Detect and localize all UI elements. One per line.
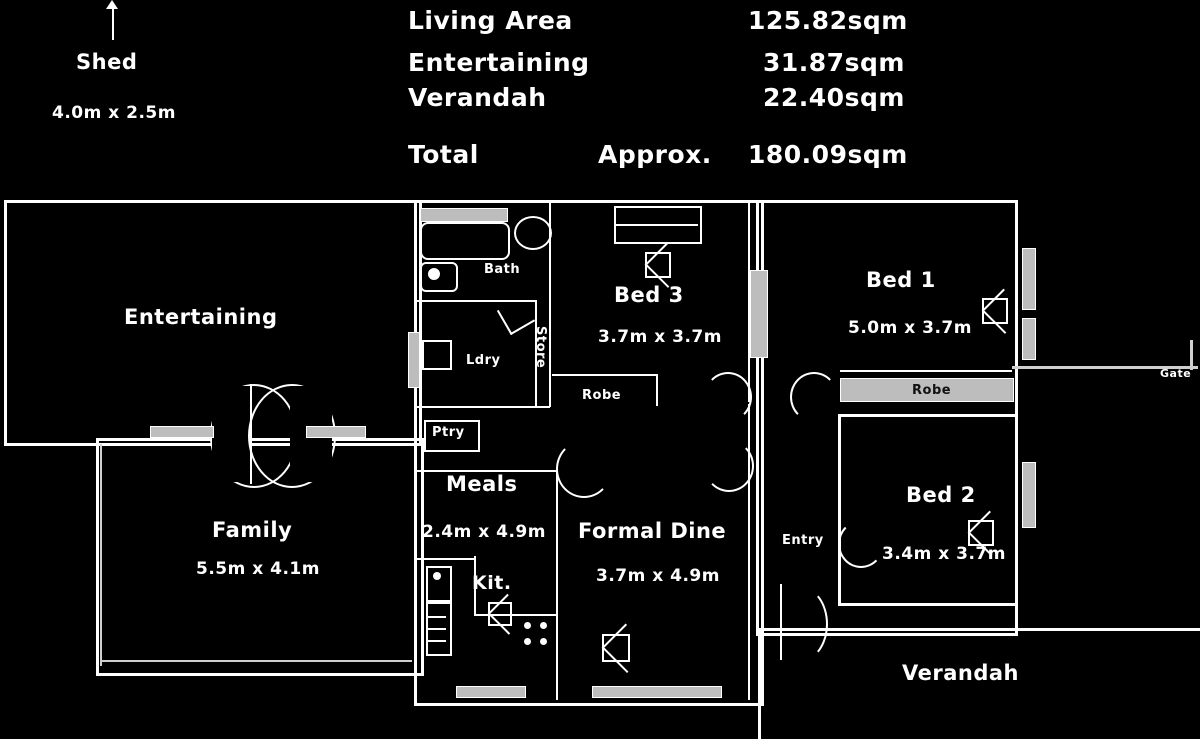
gate-post (1190, 340, 1193, 370)
cooktop-burner-2 (540, 622, 547, 629)
room-label-formal-dine: Formal Dine (578, 519, 727, 543)
room-dimension-meals: 2.4m x 4.9m (422, 522, 546, 542)
room-label-entertaining: Entertaining (124, 305, 278, 329)
bed2-light-icon (968, 520, 994, 546)
room-dimension-bed3: 3.7m x 3.7m (598, 327, 722, 347)
kitchen-sink-icon (426, 566, 452, 602)
room-label-pantry: Ptry (432, 425, 465, 440)
robe-label-bed3: Robe (582, 388, 622, 403)
wall-kitchen-top (414, 558, 476, 560)
oven-line-3 (428, 640, 446, 642)
window-bed1-lower (1022, 318, 1036, 360)
room-dimension-bed1: 5.0m x 3.7m (848, 318, 972, 338)
entry-door-leaf (780, 584, 782, 660)
door-hall-icon (704, 440, 754, 492)
window-kitchen (456, 686, 526, 698)
door-bed3-icon (704, 372, 752, 422)
summary-value-entertaining: 31.87sqm (763, 48, 905, 77)
door-bed1-icon (790, 372, 838, 422)
toilet-icon (514, 216, 552, 250)
window-entertaining-right (306, 426, 366, 438)
oven-line-2 (428, 628, 446, 630)
hall-wall-left-lower (748, 404, 750, 700)
robe-label-bed1: Robe (912, 383, 952, 398)
shed-label: Shed (76, 50, 138, 74)
basin-bowl-icon (428, 268, 440, 280)
bifold-centre-line (250, 384, 252, 484)
robe-bed3-right (656, 374, 658, 406)
wall-inner-bottom (100, 660, 412, 662)
door-meals-icon (556, 440, 612, 498)
summary-label-living-area: Living Area (408, 6, 573, 35)
hall-linen-press (750, 270, 768, 358)
sink-bowl-icon (433, 572, 441, 580)
north-arrow-head-icon (106, 0, 118, 9)
room-dimension-family: 5.5m x 4.1m (196, 559, 320, 579)
room-label-store: Store (533, 326, 548, 369)
room-label-kitchen: Kit. (472, 572, 512, 594)
room-label-bed3: Bed 3 (614, 283, 684, 307)
gate-label: Gate (1160, 367, 1192, 380)
window-bed2 (1022, 462, 1036, 528)
bed3-light-icon (645, 252, 671, 278)
window-formal-dine (592, 686, 722, 698)
room-label-meals: Meals (446, 472, 518, 496)
cooktop-burner-3 (524, 638, 531, 645)
bifold-mask-a (212, 386, 252, 482)
room-label-bed1: Bed 1 (866, 268, 936, 292)
robe-bed1-top (840, 370, 1012, 372)
oven-line-1 (428, 616, 446, 618)
robe-bed3-top (552, 374, 658, 376)
north-arrow-icon (112, 4, 114, 40)
wall-meals-right (556, 468, 558, 700)
bed2-outline (838, 414, 1018, 606)
room-label-laundry: Ldry (466, 353, 501, 368)
bath-window (420, 208, 508, 222)
summary-value-verandah: 22.40sqm (763, 83, 905, 112)
cooktop-burner-4 (540, 638, 547, 645)
summary-value-total: 180.09sqm (748, 140, 908, 169)
door-bed2-icon (838, 520, 884, 568)
laundry-trough-icon (422, 340, 452, 370)
formal-dine-light-icon (602, 634, 630, 662)
kitchen-fixture-icon (488, 602, 512, 626)
wall-kitchen-bottom (474, 614, 556, 616)
wall-ldry-bottom (416, 406, 550, 408)
bed3-window-line (614, 224, 698, 226)
bathtub-icon (420, 222, 510, 260)
laundry-window (408, 332, 420, 388)
summary-label-total: Total (408, 140, 479, 169)
room-dimension-formal-dine: 3.7m x 4.9m (596, 566, 720, 586)
room-label-family: Family (212, 518, 293, 542)
room-dimension-bed2: 3.4m x 3.7m (882, 544, 1006, 564)
summary-label-verandah: Verandah (408, 83, 547, 112)
bed1-light-icon (982, 298, 1008, 324)
summary-value-living-area: 125.82sqm (748, 6, 908, 35)
window-bed1-upper (1022, 248, 1036, 310)
shed-dimension: 4.0m x 2.5m (52, 103, 176, 123)
window-entertaining-left (150, 426, 214, 438)
summary-label-approx: Approx. (598, 140, 712, 169)
room-label-bath: Bath (484, 262, 521, 277)
cooktop-burner-1 (524, 622, 531, 629)
room-label-entry: Entry (782, 533, 824, 548)
summary-label-entertaining: Entertaining (408, 48, 590, 77)
wall-inner-left (100, 444, 102, 666)
room-label-bed2: Bed 2 (906, 483, 976, 507)
room-label-verandah: Verandah (902, 661, 1019, 685)
